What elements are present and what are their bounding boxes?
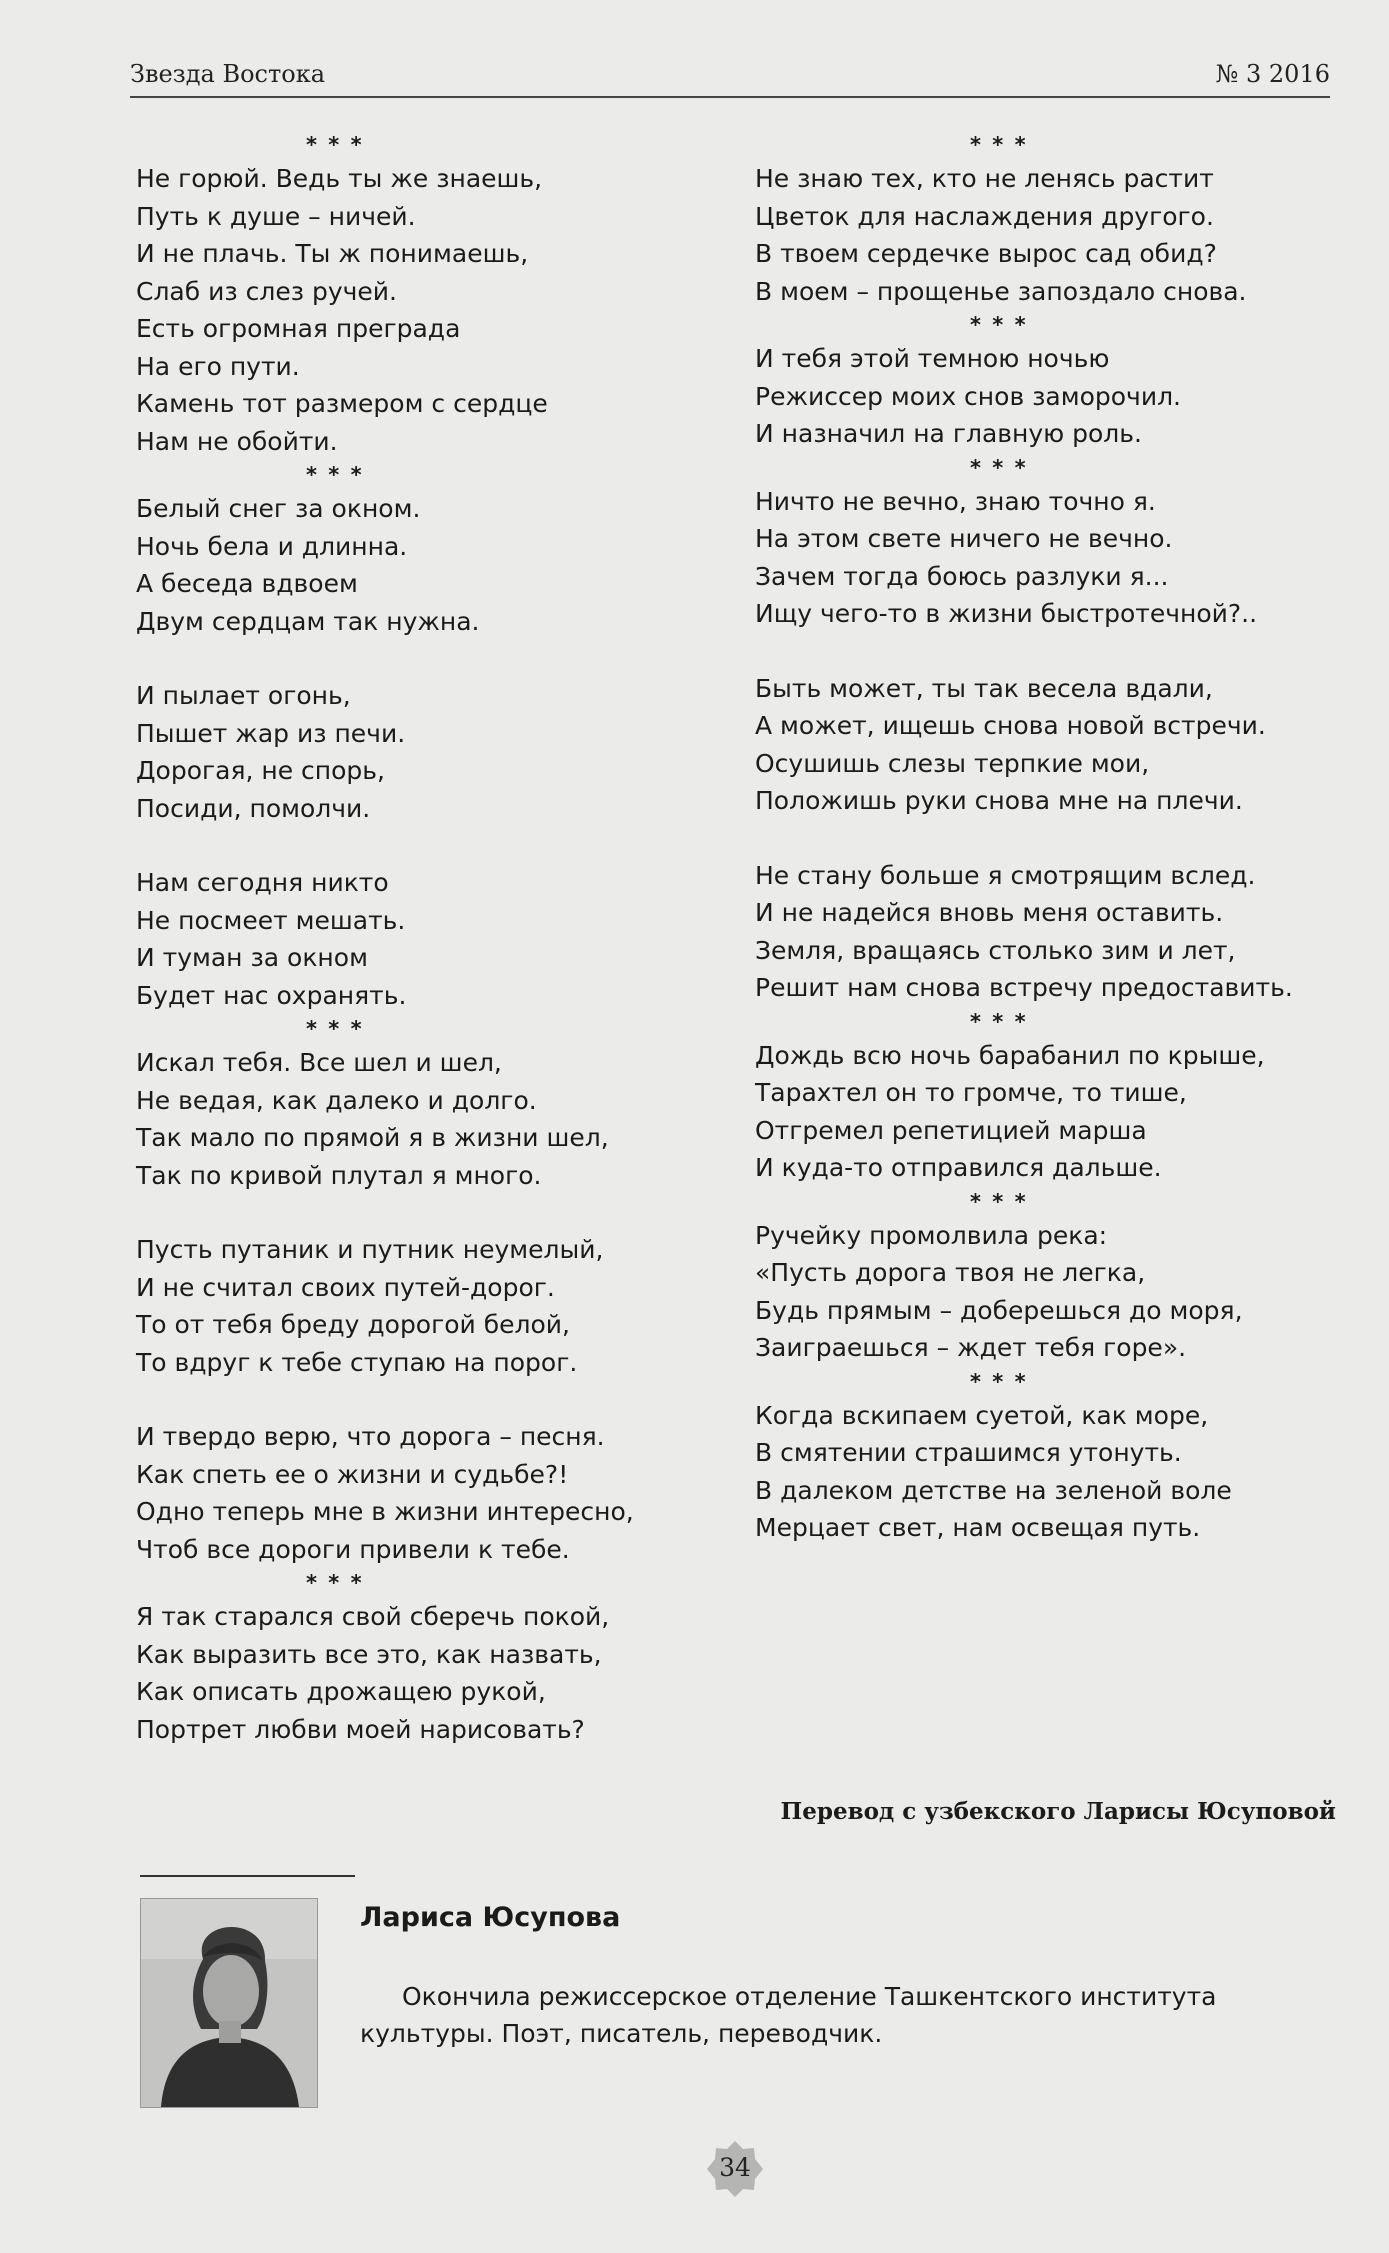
poem-line: Нам сегодня никто [136,868,389,897]
poem-line: Как выразить все это, как назвать, [136,1639,602,1669]
poem-line: Посиди, помолчи. [136,793,371,823]
poem-line: В твоем сердечке вырос сад обид? [755,239,1217,268]
poem-line: Камень тот размером с сердце [136,389,548,418]
stanza [755,857,1345,1007]
poem-line: Чтоб все дороги привели к тебе. [136,1534,570,1564]
stanza [755,1037,1345,1187]
poem-line: И твердо верю, что дорога – песня. [136,1422,605,1451]
poem-line: На его пути. [136,351,300,381]
poem-line: И назначил на главную роль. [755,419,1142,448]
poem-line: То вдруг к тебе ступаю на порог. [136,1347,578,1377]
left-column [136,130,696,1748]
poem-separator: * * * [306,1017,364,1041]
poem-line: Ничто не вечно, знаю точно я. [755,486,1156,516]
poem-separator: * * * [970,1189,1028,1214]
poem-line: Двум сердцам так нужна. [136,606,480,636]
author-name: Лариса Юсупова [360,1902,621,1933]
poem-line: Путь к душе – ничей. [136,201,416,231]
poem-line: Как спеть ее о жизни и судьбе?! [136,1459,569,1489]
poem-line: Не посмеет мешать. [136,905,406,935]
poem-separator: * * * [970,313,1028,337]
poem-line: А может, ищешь снова новой встречи. [755,711,1266,740]
poem-line: Будь прямым – доберешься до моря, [755,1295,1243,1325]
stanza [755,160,1345,310]
poem-line: Ищу чего-то в жизни быстротечной?.. [755,599,1258,628]
stanza [136,160,696,460]
stanza [136,1598,696,1748]
poem-line: Режиссер моих снов заморочил. [755,381,1182,411]
poem-line: Отгремел репетицией марша [755,1115,1147,1145]
poem-separator: * * * [970,1369,1028,1394]
poem-line: Я так старался свой сберечь покой, [136,1602,610,1631]
stanza [136,1418,696,1568]
translation-credit: Перевод с узбекского Ларисы Юсуповой [780,1798,1336,1825]
magazine-title: Звезда Востока [130,60,326,88]
poem-line: Осушишь слезы терпкие мои, [755,748,1150,778]
poem-line: Пышет жар из печи. [136,718,406,748]
poem-separator: * * * [970,1009,1028,1034]
poem-block [136,1568,696,1748]
header-rule [130,96,1330,98]
poem-line: Зачем тогда боюсь разлуки я... [755,561,1169,591]
author-bio: Окончила режиссерское отделение Ташкентского института культуры. Поэт, писатель, переводчик. [360,1982,1217,2048]
poem-block [755,130,1345,310]
poem-block [136,460,696,1014]
poem-line: Нам не обойти. [136,426,338,456]
stanza [755,670,1345,820]
poem-line: И не считал своих путей-дорог. [136,1272,555,1302]
poem-line: Как описать дрожащею рукой, [136,1677,546,1706]
poem-separator: * * * [306,1571,364,1595]
poem-line: Дождь всю ночь барабанил по крыше, [755,1040,1265,1070]
poem-line: И не плачь. Ты ж понимаешь, [136,239,529,268]
poem-line: Цветок для наслаждения другого. [755,201,1214,231]
poem-line: В моем – прощенье запоздало снова. [755,276,1247,306]
stanza [755,1217,1345,1367]
poem-block [755,1187,1345,1367]
stanza [755,1397,1345,1547]
poem-line: Слаб из слез ручей. [136,276,397,306]
running-header [130,56,1330,96]
poem-line: Дорогая, не спорь, [136,756,385,785]
poem-line: Ночь бела и длинна. [136,531,408,561]
poem-line: Когда вскипаем суетой, как море, [755,1400,1209,1430]
poem-line: Не горюй. Ведь ты же знаешь, [136,164,543,193]
poem-separator: * * * [306,463,364,487]
poem-line: В далеком детстве на зеленой воле [755,1475,1232,1505]
stanza [136,490,696,640]
poem-line: И пылает огонь, [136,681,351,710]
poem-block [755,1367,1345,1547]
poem-line: Искал тебя. Все шел и шел, [136,1048,502,1077]
poem-separator: * * * [970,455,1028,480]
poem-block [755,1007,1345,1187]
poem-line: И куда-то отправился дальше. [755,1153,1162,1182]
poem-block [136,130,696,460]
poem-line: Будет нас охранять. [136,980,407,1010]
poem-line: Мерцает свет, нам освещая путь. [755,1513,1201,1542]
stanza [755,483,1345,633]
poem-line: Не знаю тех, кто не ленясь растит [755,164,1214,193]
poem-line: Решит нам снова встречу предоставить. [755,973,1293,1002]
poem-line: Положишь руки снова мне на плечи. [755,786,1243,815]
poem-line: Не ведая, как далеко и долго. [136,1085,537,1115]
poem-line: «Пусть дорога твоя не легка, [755,1258,1146,1287]
stanza [755,340,1345,453]
poem-line: И туман за окном [136,943,368,972]
poem-line: То от тебя бреду дорогой белой, [136,1310,570,1339]
author-photo [140,1898,318,2108]
poem-line: Не стану больше я смотрящим вслед. [755,860,1256,890]
poem-separator: * * * [970,133,1028,157]
poem-line: Пусть путаник и путник неумелый, [136,1235,604,1264]
poem-line: Есть огромная преграда [136,314,461,343]
poem-block [755,453,1345,1007]
poem-line: В смятении страшимся утонуть. [755,1438,1182,1467]
portrait-image [141,1899,317,2107]
poem-line: Земля, вращаясь столько зим и лет, [755,935,1236,965]
page-number: 34 [719,2153,751,2182]
poem-separator: * * * [306,133,364,157]
stanza [136,1231,696,1381]
poem-line: Тарахтел он то громче, то тише, [755,1078,1187,1107]
poem-line: Заиграешься – ждет тебя горе». [755,1333,1187,1362]
stanza [136,1044,696,1194]
stanza [136,677,696,827]
poem-line: Белый снег за окном. [136,494,421,523]
stanza [136,864,696,1014]
poem-line: Портрет любви моей нарисовать? [136,1714,585,1744]
poem-line: На этом свете ничего не вечно. [755,524,1173,553]
poem-line: Так мало по прямой я в жизни шел, [136,1123,609,1152]
author-separator [140,1875,355,1877]
poem-line: А беседа вдвоем [136,569,358,598]
poem-line: Ручейку промолвила река: [755,1220,1108,1250]
poem-line: И не надейся вновь меня оставить. [755,898,1224,927]
right-column [755,130,1345,1547]
issue-number: № 3 2016 [1215,60,1330,88]
poem-line: И тебя этой темною ночью [755,344,1110,373]
poem-line: Одно теперь мне в жизни интересно, [136,1497,634,1526]
poem-line: Так по кривой плутал я много. [136,1160,542,1190]
poem-block [755,310,1345,453]
poem-line: Быть может, ты так весела вдали, [755,673,1213,703]
poem-block [136,1014,696,1568]
